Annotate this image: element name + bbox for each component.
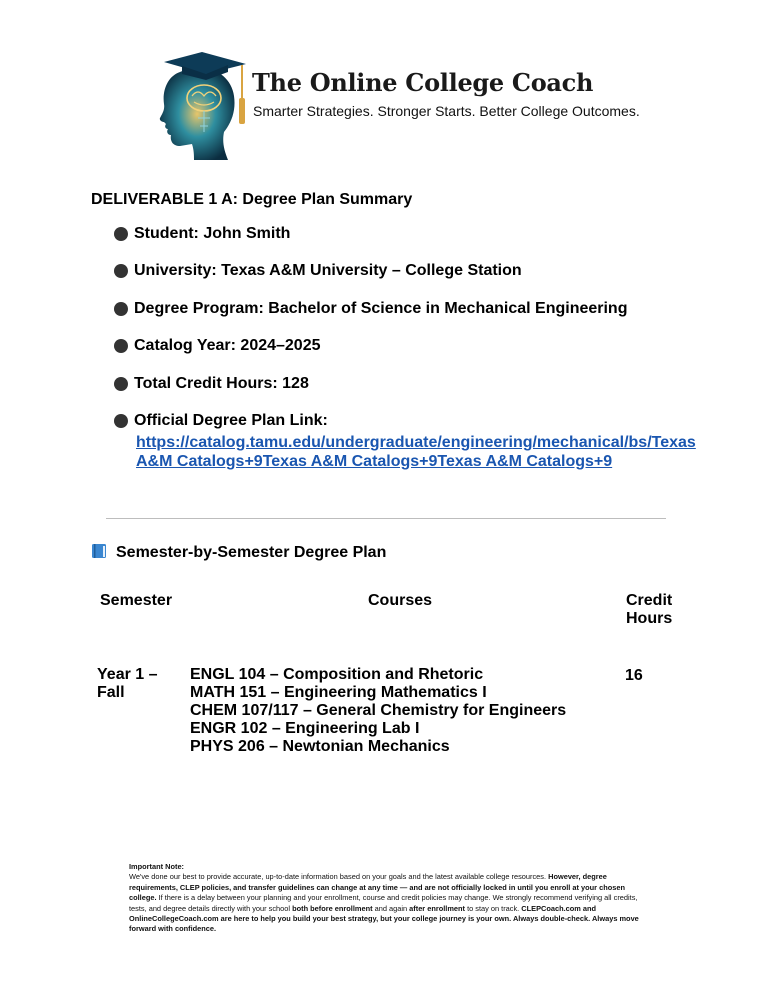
note-text: to stay on track. bbox=[465, 903, 522, 913]
brand-tagline: Smarter Strategies. Stronger Starts. Better College Outcomes. bbox=[253, 103, 640, 119]
summary-item-label: Total Credit Hours: 128 bbox=[134, 375, 309, 392]
table-row-courses bbox=[190, 666, 566, 756]
summary-item-degree-plan-link bbox=[114, 412, 328, 430]
summary-item-label: Official Degree Plan Link: bbox=[134, 412, 328, 429]
note-text-bold: CLEPCoach.com and OnlineCollegeCoach.com are here to help you build your best strategy, but your college journey is your own. Always double-check. Always move forward with confidence. bbox=[129, 903, 639, 934]
summary-item-label: Catalog Year: 2024–2025 bbox=[134, 337, 321, 354]
summary-item-university bbox=[114, 262, 522, 280]
section-divider bbox=[106, 518, 666, 519]
column-header-courses: Courses bbox=[368, 592, 433, 609]
table-row-credits: 16 bbox=[625, 667, 643, 684]
column-header-credit-hours: Credit Hours bbox=[626, 592, 673, 627]
note-text-bold: both before enrollment bbox=[292, 903, 373, 913]
filled-circle-bullet-icon bbox=[114, 339, 128, 353]
degree-plan-link[interactable]: https://catalog.tamu.edu/undergraduate/engineering/mechanical/bs/Texas A&M Catalogs+9Texas A&M Catalogs+9Texas A&M Catalogs+9 bbox=[136, 434, 696, 470]
note-title: Important Note: bbox=[129, 862, 185, 871]
course-item: ENGL 104 – Composition and Rhetoric bbox=[190, 666, 484, 683]
summary-item-label: University: Texas A&M University – College Station bbox=[134, 262, 522, 279]
filled-circle-bullet-icon bbox=[114, 414, 128, 428]
note-text: If there is a delay between your planning and your enrollment, course and credit policies may change. We strongly recommend verifying all credits, tests, and degree details directly with your school bbox=[129, 893, 638, 913]
note-text-bold: However, degree requirements, CLEP policies, and transfer guidelines can change at any time — and are not officially locked in until you enroll at your chosen college. bbox=[129, 872, 625, 903]
summary-item-total-credits bbox=[114, 375, 309, 393]
filled-circle-bullet-icon bbox=[114, 377, 128, 391]
filled-circle-bullet-icon bbox=[114, 302, 128, 316]
summary-item-label: Degree Program: Bachelor of Science in Mechanical Engineering bbox=[134, 300, 628, 317]
filled-circle-bullet-icon bbox=[114, 264, 128, 278]
column-header-semester: Semester bbox=[100, 592, 173, 609]
summary-item-student bbox=[114, 225, 290, 243]
table-row-semester: Year 1 – Fall bbox=[97, 666, 158, 701]
brand-title: The Online College Coach bbox=[252, 68, 594, 97]
note-text: and again bbox=[372, 903, 410, 913]
plan-heading: Semester-by-Semester Degree Plan bbox=[116, 544, 387, 561]
summary-item-degree-program bbox=[114, 300, 627, 318]
deliverable-heading: DELIVERABLE 1 A: Degree Plan Summary bbox=[91, 191, 413, 208]
book-icon bbox=[91, 543, 107, 559]
course-item: PHYS 206 – Newtonian Mechanics bbox=[190, 738, 450, 755]
course-item: CHEM 107/117 – General Chemistry for Engineers bbox=[190, 702, 567, 719]
important-note bbox=[129, 862, 639, 935]
summary-item-label: Student: John Smith bbox=[134, 225, 291, 242]
graduate-head-brain-icon bbox=[158, 52, 250, 160]
note-text: We've done our best to provide accurate, up-to-date information based on your goals and the latest available college resources. bbox=[129, 872, 549, 882]
course-item: ENGR 102 – Engineering Lab I bbox=[190, 720, 420, 737]
note-text-bold: after enrollment bbox=[409, 903, 466, 913]
summary-item-catalog-year bbox=[114, 337, 321, 355]
filled-circle-bullet-icon bbox=[114, 227, 128, 241]
course-item: MATH 151 – Engineering Mathematics I bbox=[190, 684, 487, 701]
